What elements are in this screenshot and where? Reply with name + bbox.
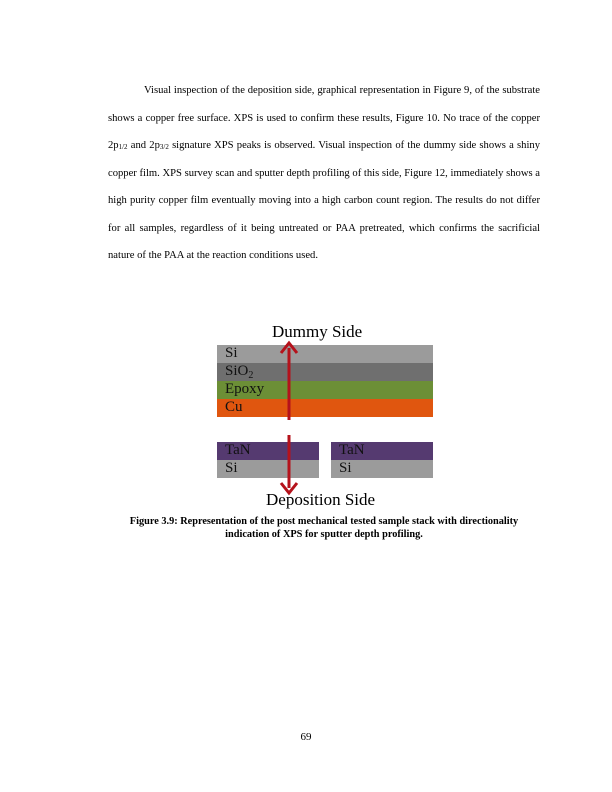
- layer-sio2-label: SiO: [225, 363, 249, 379]
- layer-epoxy-label: Epoxy: [225, 381, 265, 397]
- subscript-3-2: 3/2: [159, 143, 169, 151]
- deposition-side-label: Deposition Side: [266, 490, 376, 509]
- dummy-side-label: Dummy Side: [272, 322, 363, 341]
- layer-si-bottom-right-label: Si: [339, 460, 352, 476]
- paragraph-text-part1: Visual inspection of the deposition side, graphical representation in Figure 9, of the substrate shows a copper free surface. XPS is used to confirm these results, Figure 10. No trace of the copper 2p: [108, 85, 540, 151]
- paragraph-text-part2: and 2p: [127, 140, 160, 151]
- layer-tan-left-label: TaN: [225, 442, 251, 458]
- figure-caption: Figure 3.9: Representation of the post mechanical tested sample stack with directionality indication of XPS for sputter depth profiling.: [129, 516, 519, 540]
- layer-cu-label: Cu: [225, 399, 243, 415]
- layer-sio2-subscript: 2: [248, 370, 254, 381]
- paragraph-text-part3: signature XPS peaks is observed. Visual inspection of the dummy side shows a shiny copper film. XPS survey scan and sputter depth profiling of this side, Figure 12, immediately shows a high purity copper film eventually moving into a high carbon count region. The results do not differ for all samples, regardless of it being untreated or PAA pretreated, which confirms the sacrificial nature of the PAA at the reaction conditions used.: [108, 140, 541, 261]
- subscript-1-2: 1/2: [118, 143, 128, 151]
- layer-si-bottom-left-label: Si: [225, 460, 238, 476]
- page-number: 69: [300, 731, 312, 743]
- layer-tan-right-label: TaN: [339, 442, 365, 458]
- layer-si-top-label: Si: [225, 345, 238, 361]
